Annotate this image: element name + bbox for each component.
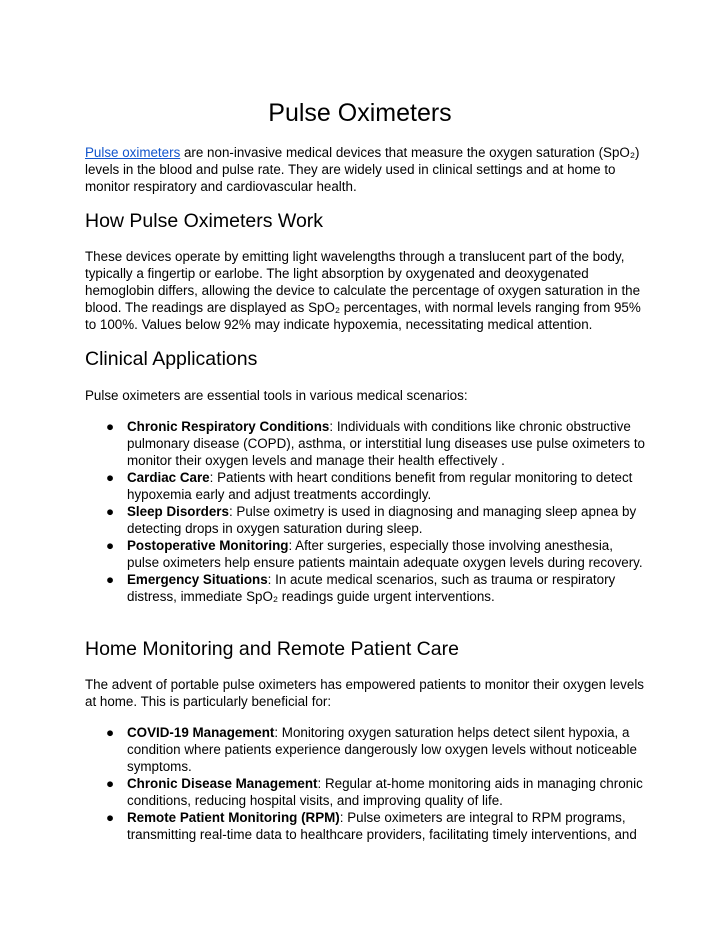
section-heading-home-monitoring: Home Monitoring and Remote Patient Care bbox=[85, 638, 459, 660]
bullet-icon: ● bbox=[106, 470, 115, 485]
bullet-icon: ● bbox=[106, 419, 115, 434]
bullet-term: Chronic Respiratory Conditions bbox=[127, 419, 330, 434]
bullet-term: Remote Patient Monitoring (RPM) bbox=[127, 810, 340, 825]
list-item bbox=[85, 724, 645, 775]
bullet-icon: ● bbox=[106, 538, 115, 553]
bullet-text: : Pulse oximetry is used in diagnosing and managing sleep apnea by detecting drops in oxygen saturation during sleep. bbox=[127, 504, 637, 536]
bullet-icon: ● bbox=[106, 504, 115, 519]
list-item bbox=[85, 809, 645, 843]
home-monitoring-paragraph bbox=[85, 676, 645, 710]
bullet-text: : Pulse oximeters are integral to RPM programs, transmitting real-time data to healthcare providers, facilitating timely interventions, and bbox=[127, 810, 637, 842]
document-title: Pulse Oximeters bbox=[268, 99, 452, 127]
bullet-term: Emergency Situations bbox=[127, 572, 268, 587]
section-heading-how-it-works: How Pulse Oximeters Work bbox=[85, 210, 324, 232]
bullet-icon: ● bbox=[106, 572, 115, 587]
bullet-text: : Monitoring oxygen saturation helps detect silent hypoxia, a condition where patients experience dangerously low oxygen levels without noticeable symptoms. bbox=[127, 725, 637, 774]
clinical-intro-paragraph bbox=[85, 387, 645, 404]
list-item bbox=[85, 775, 645, 809]
list-item bbox=[85, 503, 645, 537]
bullet-text: : Individuals with conditions like chronic obstructive pulmonary disease (COPD), asthma, or interstitial lung diseases use pulse oximeters to monitor their oxygen levels and manage their health effectively . bbox=[127, 419, 645, 468]
list-item bbox=[85, 418, 645, 469]
bullet-text: : Patients with heart conditions benefit from regular monitoring to detect hypoxemia early and adjust treatments accordingly. bbox=[127, 470, 633, 502]
bullet-term: Sleep Disorders bbox=[127, 504, 229, 519]
how-it-works-text: These devices operate by emitting light wavelengths through a translucent part of the body, typically a fingertip or earlobe. The light absorption by oxygenated and deoxygenated hemoglobin differs, allowing the device to calculate the percentage of oxygen saturation in the blood. The readings are displayed as SpO₂ percentages, with normal levels ranging from 95% to 100%. Values below 92% may indicate hypoxemia, necessitating medical attention. bbox=[85, 249, 641, 332]
how-it-works-paragraph bbox=[85, 248, 645, 333]
bullet-term: Postoperative Monitoring bbox=[127, 538, 289, 553]
list-item bbox=[85, 537, 645, 571]
bullet-icon: ● bbox=[106, 810, 115, 825]
bullet-text: : Regular at-home monitoring aids in managing chronic conditions, reducing hospital visits, and improving quality of life. bbox=[127, 776, 643, 808]
home-monitoring-bullet-list bbox=[85, 724, 645, 843]
home-monitoring-text: The advent of portable pulse oximeters has empowered patients to monitor their oxygen levels at home. This is particularly beneficial for: bbox=[85, 677, 644, 709]
list-item bbox=[85, 571, 645, 605]
intro-paragraph bbox=[85, 144, 645, 195]
bullet-icon: ● bbox=[106, 725, 115, 740]
list-item bbox=[85, 469, 645, 503]
bullet-text: : After surgeries, especially those involving anesthesia, pulse oximeters help ensure patients maintain adequate oxygen levels during recovery. bbox=[127, 538, 643, 570]
clinical-intro-text: Pulse oximeters are essential tools in various medical scenarios: bbox=[85, 388, 468, 403]
section-heading-clinical: Clinical Applications bbox=[85, 348, 258, 370]
pulse-oximeters-link[interactable]: Pulse oximeters bbox=[85, 145, 181, 160]
bullet-term: COVID-19 Management bbox=[127, 725, 275, 740]
bullet-term: Chronic Disease Management bbox=[127, 776, 318, 791]
bullet-text: : In acute medical scenarios, such as trauma or respiratory distress, immediate SpO₂ readings guide urgent interventions. bbox=[127, 572, 616, 604]
clinical-bullet-list bbox=[85, 418, 645, 605]
bullet-icon: ● bbox=[106, 776, 115, 791]
bullet-term: Cardiac Care bbox=[127, 470, 210, 485]
intro-text: are non-invasive medical devices that measure the oxygen saturation (SpO₂) levels in the blood and pulse rate. They are widely used in clinical settings and at home to monitor respiratory and cardiovascular health. bbox=[85, 145, 640, 194]
